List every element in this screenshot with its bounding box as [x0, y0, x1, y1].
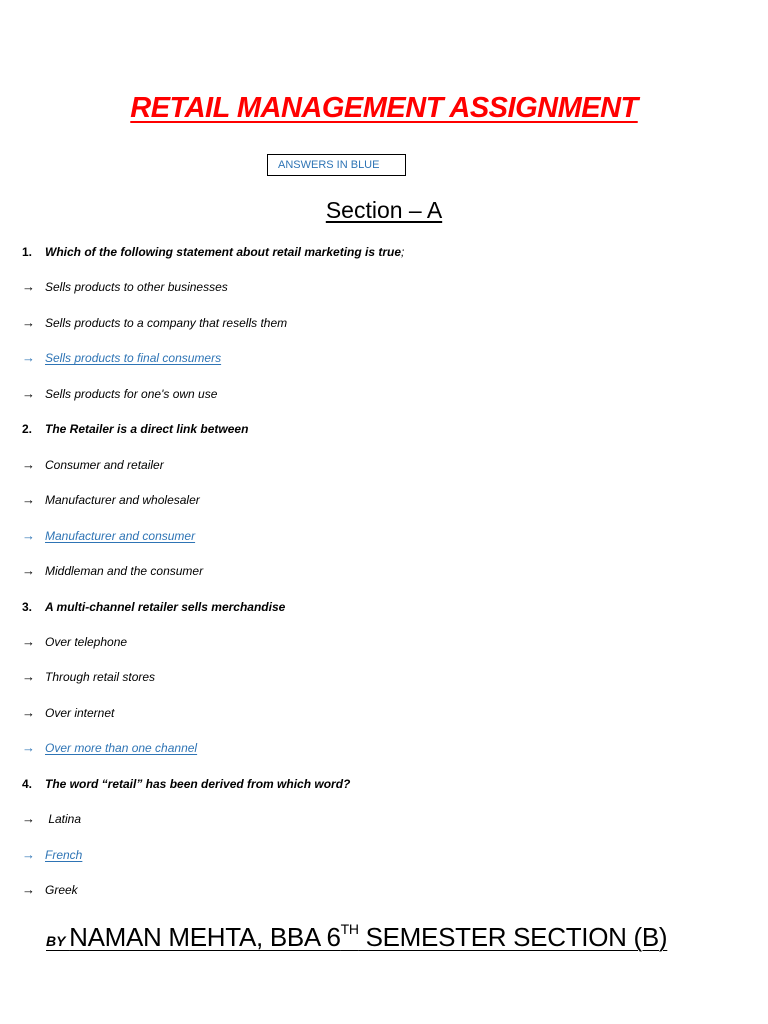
- option: [22, 880, 78, 900]
- question-number: 2.: [22, 422, 33, 436]
- arrow-icon: →: [22, 350, 35, 365]
- option-text: Over telephone: [45, 635, 128, 649]
- option: [22, 667, 155, 687]
- answer-option: [22, 526, 195, 546]
- arrow-icon: →: [22, 847, 35, 862]
- question: [22, 597, 285, 617]
- option-text: Over more than one channel: [45, 741, 198, 755]
- option-text: Consumer and retailer: [45, 458, 164, 472]
- arrow-icon: →: [22, 492, 35, 507]
- question-number: 1.: [22, 245, 33, 259]
- question-number: 3.: [22, 600, 33, 614]
- option-text: Sells products to other businesses: [45, 280, 228, 294]
- author-footer: [46, 922, 667, 953]
- option-text: Greek: [45, 883, 78, 897]
- question-text: A multi-channel retailer sells merchandise: [45, 600, 286, 614]
- option-text: Sells products to final consumers: [45, 351, 222, 365]
- footer-semester: SEMESTER SECTION (B): [358, 922, 668, 952]
- option: [22, 561, 203, 581]
- arrow-icon: →: [22, 457, 35, 472]
- arrow-icon: →: [22, 279, 35, 294]
- option: [22, 277, 228, 297]
- option: [22, 384, 217, 404]
- option-text: Through retail stores: [45, 670, 156, 684]
- document-title: RETAIL MANAGEMENT ASSIGNMENT: [130, 92, 638, 124]
- option: [22, 809, 81, 829]
- answers-note-box: ANSWERS IN BLUE: [267, 154, 406, 176]
- arrow-icon: →: [22, 705, 35, 720]
- option-text: French: [45, 848, 83, 862]
- question-number: 4.: [22, 777, 33, 791]
- question-text: The Retailer is a direct link between: [45, 422, 249, 436]
- footer-author: NAMAN MEHTA, BBA 6: [69, 922, 341, 952]
- option-text: Sells products for one's own use: [45, 387, 218, 401]
- answer-option: [22, 845, 82, 865]
- footer-by: BY: [46, 933, 70, 949]
- option: [22, 632, 127, 652]
- arrow-icon: →: [22, 315, 35, 330]
- option: [22, 490, 200, 510]
- arrow-icon: →: [22, 740, 35, 755]
- arrow-icon: →: [22, 882, 35, 897]
- arrow-icon: →: [22, 563, 35, 578]
- question-suffix: ;: [401, 245, 405, 259]
- option-text: Manufacturer and consumer: [45, 529, 196, 543]
- section-heading: Section – A: [325, 197, 443, 223]
- question: [22, 242, 404, 262]
- option: [22, 455, 164, 475]
- option-text: Latina: [45, 812, 82, 826]
- option: [22, 703, 114, 723]
- arrow-icon: →: [22, 811, 35, 826]
- question: [22, 419, 248, 439]
- answer-option: [22, 348, 221, 368]
- question: [22, 774, 350, 794]
- option: [22, 313, 287, 333]
- arrow-icon: →: [22, 528, 35, 543]
- option-text: Sells products to a company that resells them: [45, 316, 288, 330]
- option-text: Middleman and the consumer: [45, 564, 204, 578]
- arrow-icon: →: [22, 634, 35, 649]
- arrow-icon: →: [22, 386, 35, 401]
- footer-superscript: TH: [340, 921, 359, 937]
- option-text: Over internet: [45, 706, 115, 720]
- arrow-icon: →: [22, 669, 35, 684]
- question-text: The word “retail” has been derived from which word?: [45, 777, 351, 791]
- option-text: Manufacturer and wholesaler: [45, 493, 200, 507]
- question-text: Which of the following statement about retail marketing is true: [45, 245, 402, 259]
- answer-option: [22, 738, 197, 758]
